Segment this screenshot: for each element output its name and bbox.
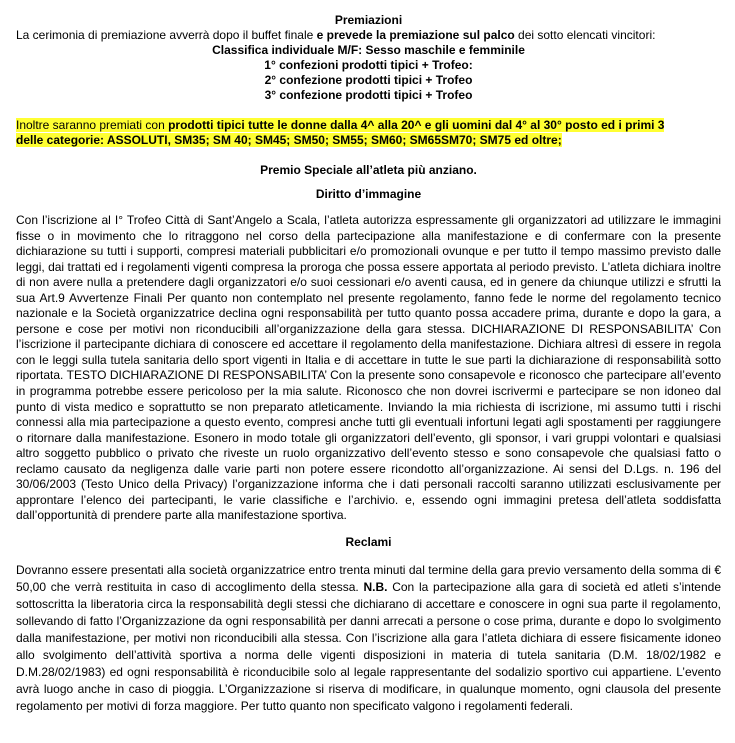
reclami-body (16, 562, 721, 715)
diritto-body: Con l’iscrizione al I° Trofeo Città di Sant’Angelo a Scala, l’atleta autorizza espressamente gli organizzatori ad utilizzare le immagini fisse o in movimento che lo ritraggono nel corso della partecipazione alla manifestazione e di confermare con la presente dichiarazione su tutti i supporti, compresi materiali pubblicitari e/o promozionali ovunque e per tutto il tempo massimo previsto dalle leggi, dai trattati ed i regolamenti vigenti compresa la proroga che possa essere apportata al periodo previsto. L’atleta dichiara inoltre di non avere nulla a pretendere dagli organizzatori e/o suoi cessionari e/o aventi causa, ed in genere da chiunque utilizzi e sfrutti la sua Art.9 Avvertenze Finali Per quanto non contemplato nel presente regolamento, fanno fede le norme del regolamento tecnico nazionale e la Società organizzatrice declina ogni responsabilità per tutto quanto possa accadere prima, durante e dopo la gara, a persone e cose per motivi non riconducibili all’organizzazione della gara stessa. DICHIARAZIONE DI RESPONSABILITA’ Con l’iscrizione il partecipante dichiara di conoscere ed accettare il regolamento della manifestazione. Dichiara altresì di essere in regola con le leggi sulla tutela sanitaria dello sport vigenti in Italia e di accettare in tutte le sue parti la dichiarazione di responsabilità sotto riportata. TESTO DICHIARAZIONE DI RESPONSABILITA’ Con la presente sono consapevole e riconosco che partecipare all’evento in programma potrebbe essere pericoloso per la mia salute. Riconosco che non dovrei iscrivermi e partecipare se non idoneo dal punto di vista medico e soprattutto se non preparato atleticamente. Inviando la mia richiesta di iscrizione, mi assumo tutti i rischi connessi alla mia partecipazione a questo evento, compresi anche tutti gli eventuali infortuni legati agli spostamenti per raggiungere o ritornare dalla manifestazione. Esonero in modo totale gli organizzatori dell’evento, gli sponsor, i vari gruppi volontari e qualsiasi altro soggetto pubblico o privato che riveste un ruolo organizzativo dell’evento stesso e sono consapevole che qualsiasi fatto o reclamo causato da negligenza dalle varie parti non potere essere ricondotto all’organizzazione. Ai sensi del D.Lgs. n. 196 del 30/06/2003 (Testo Unico della Privacy) l’organizzazione informa che i dati personali raccolti saranno utilizzati esclusivamente per approntare l’elenco dei partecipanti, le varie classifiche e l’archivio. e, essendo ogni immagini pretesa dell’atleta soddisfatta dall’opportunità di prendere parte alla manifestazione sportiva. (16, 213, 721, 523)
prize-1: 1° confezioni prodotti tipici + Trofeo: (264, 58, 473, 72)
premiazioni-intro (16, 28, 721, 43)
reclami-heading: Reclami (345, 534, 392, 549)
prize-3: 3° confezione prodotti tipici + Trofeo (264, 88, 473, 102)
prize-2: 2° confezione prodotti tipici + Trofeo (264, 73, 473, 87)
highlight-bold-2: delle categorie: ASSOLUTI, SM35; SM 40; SM45; SM50; SM55; SM60; SM65SM70; SM75 ed oltre; (16, 133, 562, 147)
highlight-paragraph (16, 118, 721, 148)
reclami-body-2: Con la partecipazione alla gara di società ed atleti s’intende sottoscritta la liberatoria circa la responsabilità degli stessi che dichiarano di accettare e conoscere in ogni sua parte il regolamento, sollevando di fatto l’Organizzazione da ogni responsabilità per danni arrecati a persone o cose prima, durante e dopo lo svolgimento dalla manifestazione, per motivi non riconducibili alla stessa. Con l’iscrizione alla gara l’atleta dichiara di essere fisicamente idoneo allo svolgimento dell’attività sportiva a norma delle vigenti disposizioni in materia di tutela sanitaria (D.M. 18/02/1982 e D.M.28/02/1983) ed ogni responsabilità è riconducibile solo al legale rappresentante del sodalizio sportivo cui appartiene. L’evento avrà luogo anche in caso di pioggia. L’Organizzazione si riserva di modificare, in qualunque momento, ogni clausola del presente regolamento per motivi di forza maggiore. Per tutto quanto non specificato valgono i regolamenti federali. (16, 579, 721, 713)
premio-speciale: Premio Speciale all’atleta più anziano. (260, 163, 477, 177)
highlight-bold-1: prodotti tipici tutte le donne dalla 4^ alla 20^ e gli uomini dal 4° al 30° posto ed i primi 3 (168, 118, 665, 132)
reclami-body-1: Dovranno essere presentati alla società organizzatrice entro trenta minuti dal termine della gara previo versamento della somma di € 50,00 che verrà restituita in caso di accoglimento della stessa. (16, 562, 721, 594)
intro-bold: e prevede la premiazione sul palco (316, 28, 515, 42)
premiazioni-heading: Premiazioni (334, 13, 403, 27)
classifica-heading: Classifica individuale M/F: Sesso maschile e femminile (212, 43, 525, 57)
intro-tail: dei sotto elencati vincitori: (514, 28, 656, 42)
diritto-heading: Diritto d’immagine (315, 187, 422, 201)
intro-plain: La cerimonia di premiazione avverrà dopo il buffet finale (16, 28, 317, 42)
highlight-plain: Inoltre saranno premiati con (16, 118, 169, 132)
reclami-nb: N.B. (363, 579, 388, 594)
